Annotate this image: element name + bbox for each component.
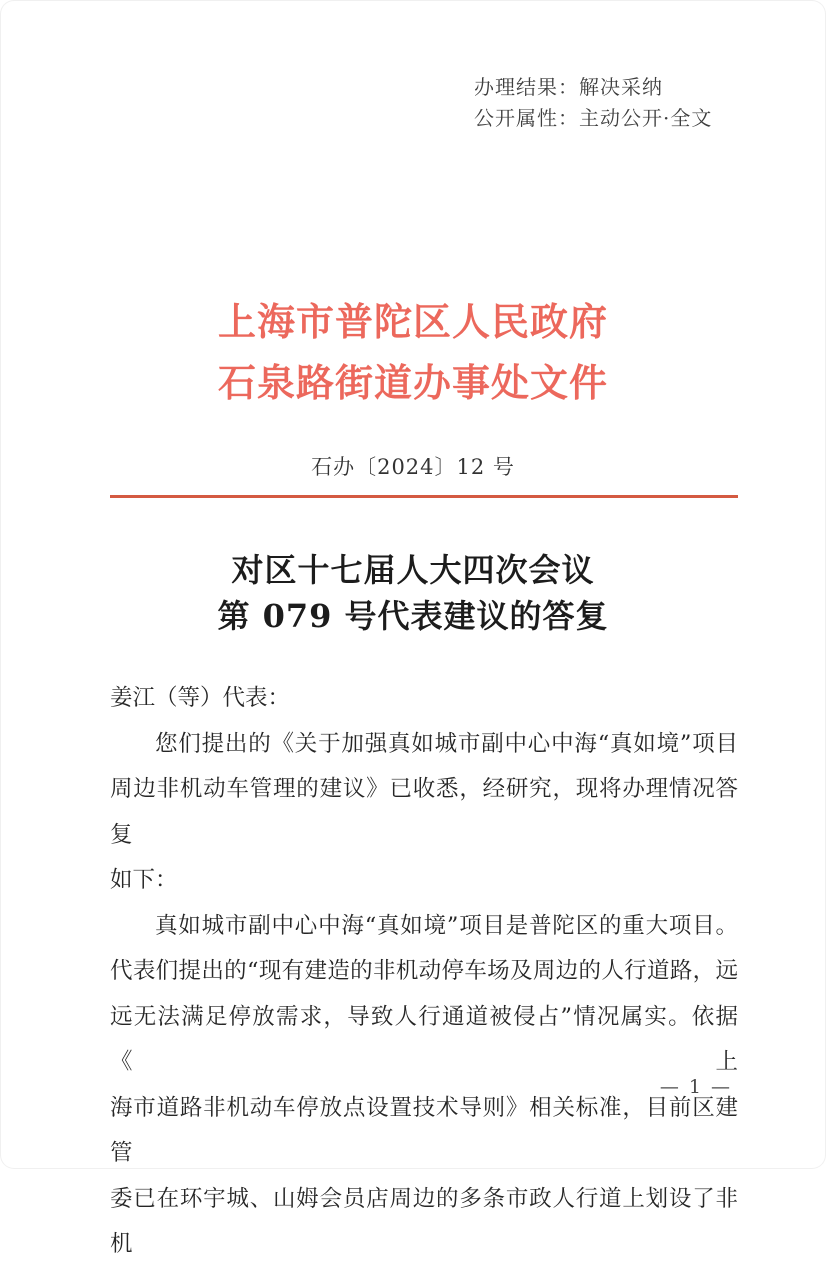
- body-line: 远无法满足停放需求，导致人行通道被侵占”情况属实。依据《上: [110, 1003, 738, 1075]
- red-divider-line: [110, 495, 738, 498]
- document-title: [0, 547, 826, 639]
- document-title-line2: 第 079 号代表建议的答复: [217, 597, 609, 635]
- body-line: 代表们提出的“现有建造的非机动停车场及周边的人行道路，远: [110, 958, 738, 984]
- handling-result-line: 办理结果：解决采纳: [474, 75, 663, 99]
- body-line: 海市道路非机动车停放点设置技术导则》相关标准，目前区建管: [110, 1094, 738, 1166]
- body-line: 如下：: [110, 867, 178, 893]
- document-body: [110, 676, 738, 1268]
- body-line: 周边非机动车管理的建议》已收悉，经研究，现将办理情况答复: [110, 776, 738, 848]
- body-line: 真如城市副中心中海“真如境”项目是普陀区的重大项目。: [155, 912, 738, 939]
- page-number: — 1 —: [659, 1076, 732, 1098]
- document-title-line1: 对区十七届人大四次会议: [231, 551, 595, 589]
- body-line-salutation: 姜江（等）代表：: [110, 685, 291, 711]
- meta-block: [474, 72, 712, 134]
- authority-name-line1: 上海市普陀区人民政府: [217, 299, 608, 344]
- authority-name-line2: 石泉路街道办事处文件: [217, 360, 608, 405]
- document-number: 石办〔2024〕12 号: [311, 455, 515, 479]
- issuing-authority-letterhead: [0, 291, 826, 413]
- body-line: 您们提出的《关于加强真如城市副中心中海“真如境”项目: [155, 730, 738, 757]
- disclosure-attribute-line: 公开属性：主动公开·全文: [474, 106, 713, 130]
- body-line: 委已在环宇城、山姆会员店周边的多条市政人行道上划设了非机: [110, 1185, 738, 1257]
